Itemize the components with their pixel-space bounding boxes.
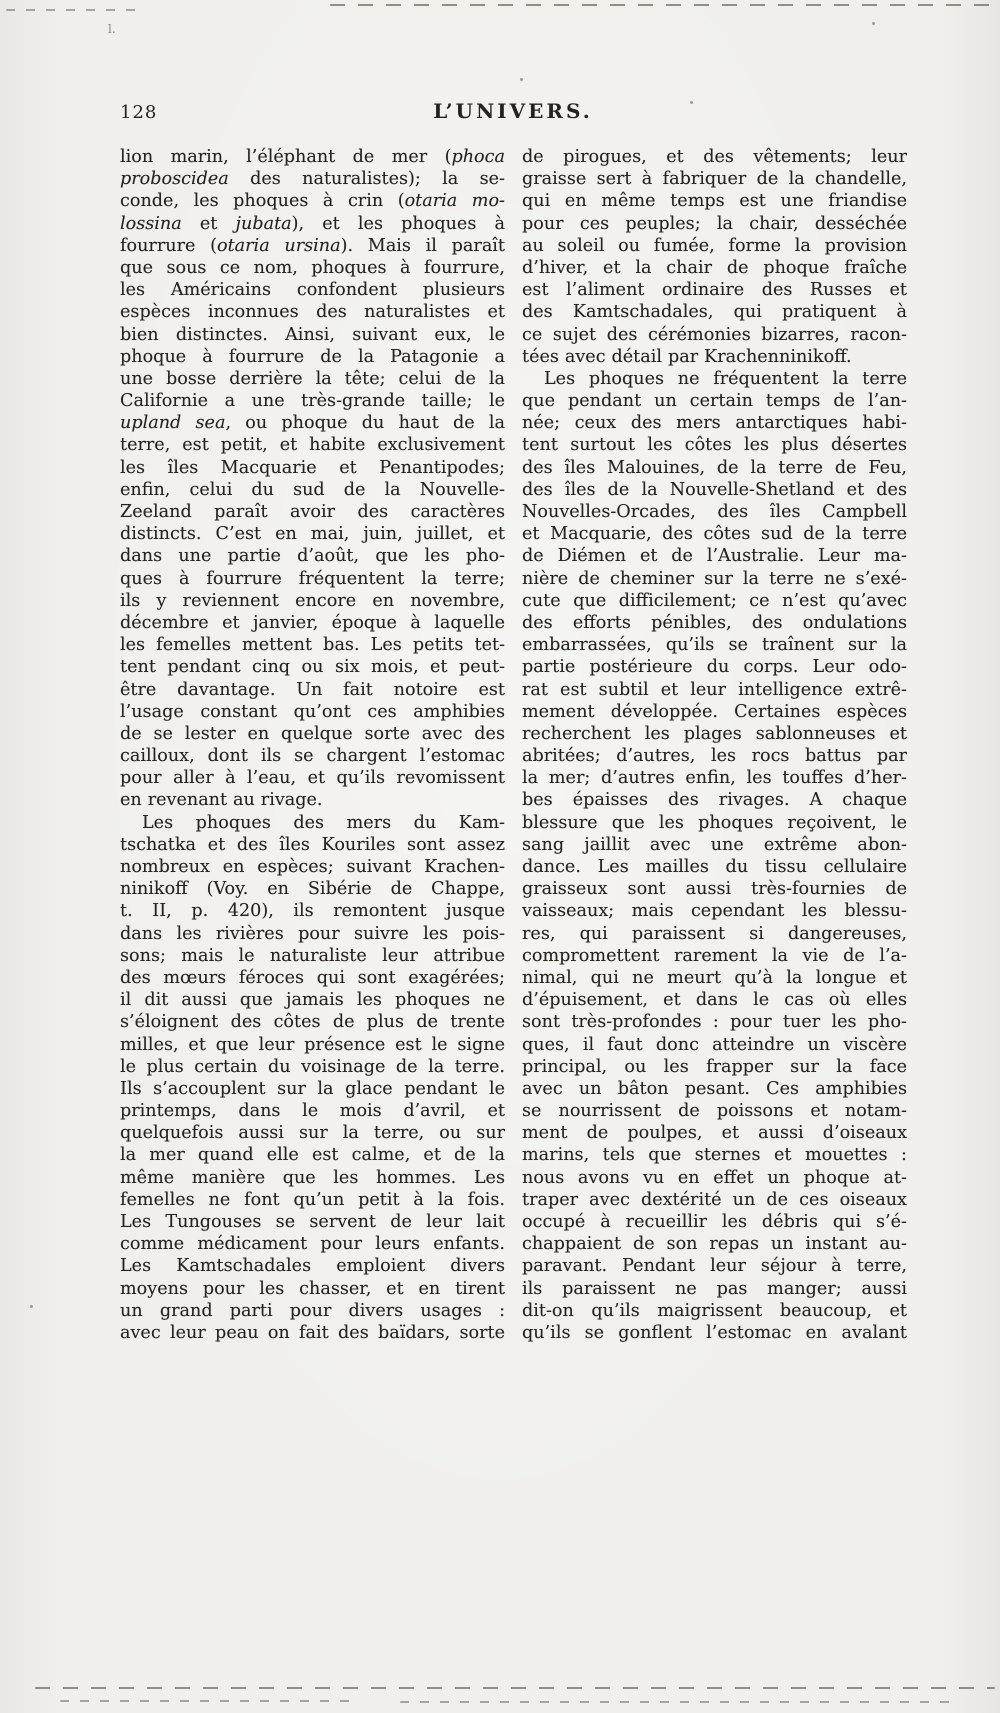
text-line: ils y reviennent encore en novembre, (120, 590, 505, 611)
text-line: fourrure (otaria ursina). Mais il paraît (120, 235, 505, 256)
text-line: embarrassées, qu’ils se traînent sur la (522, 635, 907, 656)
scan-speck (872, 22, 875, 25)
text-line: partie postérieure du corps. Leur odo- (522, 657, 907, 678)
scan-artifact-bottom-dashes (35, 1687, 995, 1689)
page-number: 128 (120, 102, 158, 123)
text-line: les femelles mettent bas. Les petits tet- (120, 635, 505, 656)
text-line: quelquefois aussi sur la terre, ou sur (120, 1123, 505, 1144)
text-line: vaisseaux; mais cependant les blessu- (522, 901, 907, 922)
text-line: chappaient de son repas un instant au- (522, 1234, 907, 1255)
text-line: sont très-profondes : pour tuer les pho- (522, 1012, 907, 1033)
text-line: pour ces peuples; la chair, desséchée (522, 213, 907, 234)
text-line: que sous ce nom, phoques à fourrure, (120, 257, 505, 278)
text-line: mement développée. Certaines espèces (522, 701, 907, 722)
text-line: marins, tels que sternes et mouettes : (522, 1145, 907, 1166)
text-line: proboscidea des naturalistes); la se- (120, 169, 505, 190)
text-line: cailloux, dont ils se chargent l’estomac (120, 746, 505, 767)
text-line: avec un bâton pesant. Ces amphibies (522, 1078, 907, 1099)
scan-artifact-stray-mark: l. (108, 22, 116, 36)
text-line: enfin, celui du sud de la Nouvelle- (120, 479, 505, 500)
text-line: rat est subtil et leur intelligence extrê- (522, 679, 907, 700)
text-line: espèces inconnues des naturalistes et (120, 302, 505, 323)
text-line: tent pendant cinq ou six mois, et peut- (120, 657, 505, 678)
text-line: dans les rivières pour suivre les pois- (120, 923, 505, 944)
text-line: Nouvelles-Orcades, des îles Campbell (522, 502, 907, 522)
text-line: même manière que les hommes. Les (120, 1167, 505, 1188)
text-line: tschatka et des îles Kouriles sont assez (120, 834, 505, 855)
text-column-left (120, 146, 505, 1344)
text-line: née; ceux des mers antarctiques habi- (522, 413, 907, 434)
text-line: Les phoques ne fréquentent la terre (544, 368, 907, 389)
text-line: le plus certain du voisinage de la terre. (120, 1056, 505, 1077)
text-line: compromettent rarement la vie de l’a- (522, 945, 907, 966)
text-line: dit-on qu’ils maigrissent beaucoup, et (522, 1300, 907, 1321)
text-line: dans une partie d’août, que les pho- (120, 546, 505, 567)
scan-speck (520, 78, 523, 81)
text-line: ment de poulpes, et aussi d’oiseaux (522, 1123, 907, 1144)
text-line: se nourrissent de poissons et notam- (522, 1101, 907, 1122)
text-line: la mer quand elle est calme, et de la (120, 1145, 505, 1166)
text-line: en revenant au rivage. (120, 790, 323, 811)
text-line: conde, les phoques à crin (otaria mo- (120, 191, 505, 212)
text-line: décembre et janvier, époque à laquelle (120, 612, 505, 633)
scan-artifact-top-left-dashes (6, 9, 146, 11)
text-line: paravant. Pendant leur séjour à terre, (522, 1256, 907, 1277)
text-line: nous avons vu en effet un phoque at- (522, 1167, 907, 1188)
text-line: tent surtout les côtes les plus désertes (522, 435, 907, 456)
text-line: de Diémen et de l’Australie. Leur ma- (522, 546, 907, 567)
text-line: qui en même temps est une friandise (522, 191, 907, 212)
page-body (120, 146, 907, 1344)
text-line: Les Kamtschadales emploient divers (120, 1256, 505, 1277)
text-line: res, qui paraissent si dangereuses, (522, 923, 907, 944)
text-line: recherchent les plages sablonneuses et (522, 723, 907, 744)
text-line: et Macquarie, des côtes sud de la terre (522, 524, 907, 545)
text-line: bes épaisses des rivages. A chaque (522, 790, 907, 811)
text-line: lossina et jubata), et les phoques à (120, 213, 505, 234)
scan-speck (30, 1305, 33, 1308)
text-line: milles, et que leur présence est le signe (120, 1034, 505, 1055)
text-line: sang jaillit avec une extrême abon- (522, 834, 907, 855)
text-line: que pendant un certain temps de l’an- (522, 391, 907, 412)
text-line: occupé à recueillir les débris qui s’é- (522, 1212, 907, 1232)
text-line: printemps, dans le mois d’avril, et (120, 1101, 505, 1122)
text-line: terre, est petit, et habite exclusivement (120, 435, 505, 456)
scan-artifact-bottom-left-dashes (60, 1700, 360, 1702)
text-line: principal, ou les frapper sur la face (522, 1056, 907, 1077)
text-line: nimal, qui ne meurt qu’à la longue et (522, 967, 907, 988)
text-line: lion marin, l’éléphant de mer (phoca (120, 147, 505, 167)
text-line: des mœurs féroces qui sont exagérées; (120, 967, 505, 988)
text-line: graisseux sont aussi très-fournies de (522, 879, 907, 900)
text-line: ils paraissent ne pas manger; aussi (522, 1278, 907, 1299)
text-line: Californie a une très-grande taille; le (120, 391, 505, 412)
text-line: s’éloignent des côtes de plus de trente (120, 1012, 505, 1033)
text-line: d’épuisement, et dans le cas où elles (522, 990, 907, 1011)
text-line: abritées; d’autres, les rocs battus par (522, 746, 907, 767)
text-line: ninikoff (Voy. en Sibérie de Chappe, (120, 879, 505, 900)
text-line: distincts. C’est en mai, juin, juillet, et (120, 524, 505, 545)
text-line: moyens pour les chasser, et en tirent (120, 1278, 505, 1299)
text-line: l’usage constant qu’ont ces amphibies (120, 701, 505, 722)
text-line: upland sea, ou phoque du haut de la (120, 413, 505, 434)
text-line: les îles Macquarie et Penantipodes; (120, 457, 505, 478)
page-header (120, 99, 906, 127)
text-line: il dit aussi que jamais les phoques ne (120, 990, 505, 1011)
text-line: ques à fourrure fréquentent la terre; (120, 568, 505, 589)
text-line: traper avec dextérité un de ces oiseaux (522, 1189, 907, 1210)
text-line: de pirogues, et des vêtements; leur (522, 147, 907, 167)
text-line: graisse sert à fabriquer de la chandelle, (522, 169, 907, 190)
scan-artifact-bottom-right-dashes (400, 1701, 960, 1703)
text-line: dance. Les mailles du tissu cellulaire (522, 857, 907, 877)
text-line: un grand parti pour divers usages : (120, 1300, 505, 1321)
text-line: des îles de la Nouvelle-Shetland et des (522, 479, 907, 500)
text-line: au soleil ou fumée, forme la provision (522, 235, 907, 256)
text-column-right (522, 146, 907, 1344)
text-line: de se lester en quelque sorte avec des (120, 723, 505, 744)
text-line: comme médicament pour leurs enfants. (120, 1234, 505, 1255)
text-line: Les Tungouses se servent de leur lait (120, 1212, 505, 1232)
text-line: être davantage. Un fait notoire est (120, 679, 505, 700)
text-line: Ils s’accouplent sur la glace pendant le (120, 1078, 505, 1099)
text-line: Zeeland paraît avoir des caractères (120, 502, 505, 522)
text-line: t. II, p. 420), ils remontent jusque (120, 901, 505, 922)
text-line: la mer; d’autres enfin, les touffes d’her- (522, 768, 907, 789)
text-line: d’hiver, et la chair de phoque fraîche (522, 257, 907, 278)
text-line: pour aller à l’eau, et qu’ils revomissent (120, 768, 505, 789)
text-line: qu’ils se gonflent l’estomac en avalant (522, 1322, 907, 1343)
text-line: ce sujet des cérémonies bizarres, racon- (522, 324, 907, 345)
text-line: ques, il faut donc atteindre un viscère (522, 1034, 907, 1055)
running-title: L’UNIVERS. (433, 99, 593, 123)
text-line: sons; mais le naturaliste leur attribue (120, 945, 505, 966)
text-line: nombreux en espèces; suivant Krachen- (120, 857, 505, 877)
text-line: tées avec détail par Krachenninikoff. (522, 346, 852, 367)
text-line: est l’aliment ordinaire des Russes et (522, 280, 907, 301)
text-line: cute que difficilement; ce n’est qu’avec (522, 590, 907, 611)
text-line: phoque à fourrure de la Patagonie a (120, 346, 505, 367)
text-line: des Kamtschadales, qui pratiquent à (522, 302, 907, 323)
text-line: des efforts pénibles, des ondulations (522, 612, 907, 633)
text-line: les Américains confondent plusieurs (120, 280, 505, 301)
text-line: nière de cheminer sur la terre ne s’exé- (522, 568, 907, 589)
text-line: une bosse derrière la tête; celui de la (120, 368, 505, 389)
text-line: blessure que les phoques reçoivent, le (522, 812, 907, 833)
text-line: bien distinctes. Ainsi, suivant eux, le (120, 324, 505, 345)
scan-artifact-top-dashes (330, 4, 995, 6)
text-line: avec leur peau on fait des baïdars, sorte (120, 1322, 505, 1343)
text-line: des îles Malouines, de la terre de Feu, (522, 457, 907, 478)
text-line: femelles ne font qu’un petit à la fois. (120, 1189, 505, 1210)
text-line: Les phoques des mers du Kam- (142, 812, 505, 833)
